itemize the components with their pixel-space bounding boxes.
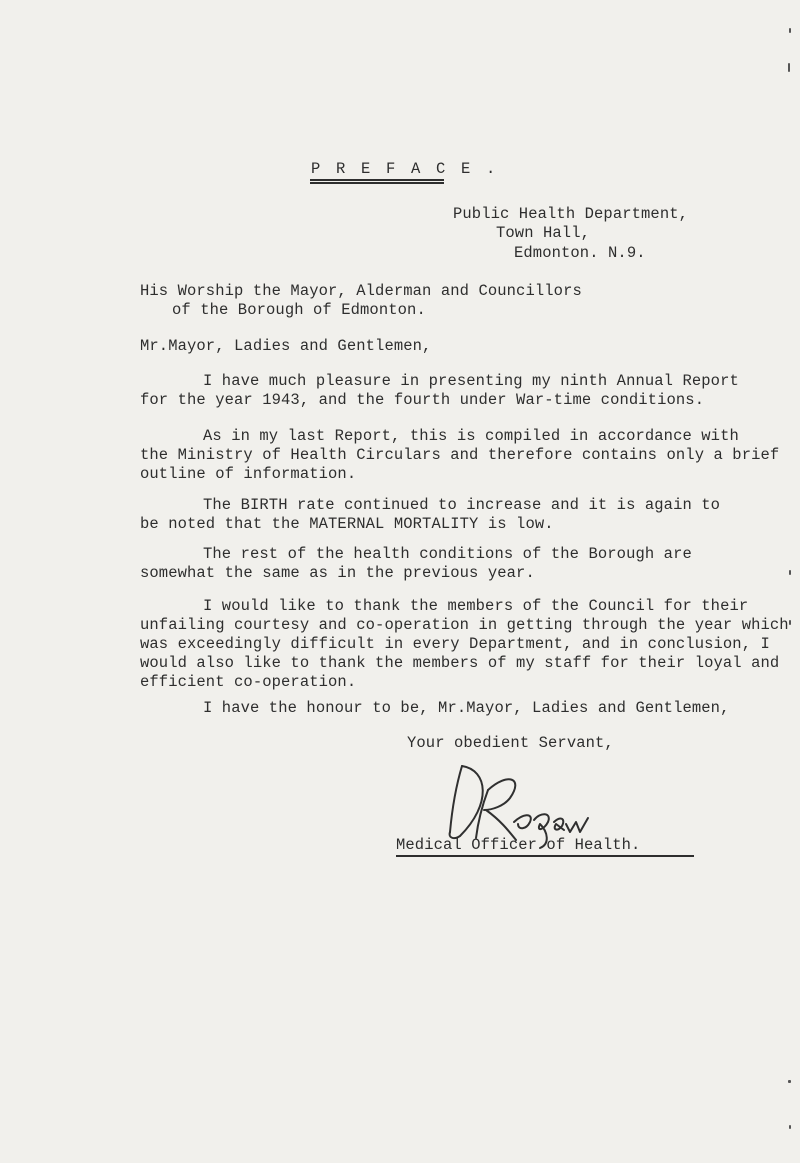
paragraph-line: was exceedingly difficult in every Department, and in conclusion, I — [140, 635, 770, 653]
paragraph-line: for the year 1943, and the fourth under War-time conditions. — [140, 391, 705, 409]
paragraph-line: I have much pleasure in presenting my ninth Annual Report — [203, 372, 739, 390]
paragraph-line: The BIRTH rate continued to increase and it is again to — [203, 496, 721, 514]
closing-line: I have the honour to be, Mr.Mayor, Ladies and Gentlemen, — [203, 699, 730, 717]
valediction: Your obedient Servant, — [407, 734, 614, 752]
paragraph-line: As in my last Report, this is compiled in accordance with — [203, 427, 739, 445]
scan-speck — [789, 28, 791, 33]
signature-role: Medical Officer of Health. — [396, 836, 641, 854]
signature-underline — [396, 855, 694, 857]
title-underline — [310, 179, 444, 181]
title-underline-second — [310, 182, 444, 184]
address-line: Public Health Department, — [453, 205, 689, 223]
paragraph-line: I would like to thank the members of the Council for their — [203, 597, 749, 615]
paragraph-line: somewhat the same as in the previous year. — [140, 564, 535, 582]
paragraph-line: would also like to thank the members of my staff for their loyal and — [140, 654, 780, 672]
salutation: Mr.Mayor, Ladies and Gentlemen, — [140, 337, 432, 355]
paragraph-line: The rest of the health conditions of the Borough are — [203, 545, 692, 563]
paragraph-line: be noted that the MATERNAL MORTALITY is low. — [140, 515, 554, 533]
paragraph-line: the Ministry of Health Circulars and therefore contains only a brief — [140, 446, 780, 464]
scan-speck — [789, 570, 791, 575]
address-line: Town Hall, — [496, 224, 591, 242]
scan-speck — [789, 620, 791, 625]
document-title: P R E F A C E . — [311, 160, 499, 178]
scan-speck — [788, 1080, 791, 1083]
address-line: Edmonton. N.9. — [514, 244, 646, 262]
scan-speck — [789, 1125, 791, 1129]
addressee-line: His Worship the Mayor, Alderman and Councillors — [140, 282, 582, 300]
paragraph-line: outline of information. — [140, 465, 357, 483]
paragraph-line: unfailing courtesy and co-operation in getting through the year which — [140, 616, 789, 634]
scan-speck — [788, 63, 790, 72]
addressee-line: of the Borough of Edmonton. — [172, 301, 426, 319]
paragraph-line: efficient co-operation. — [140, 673, 357, 691]
